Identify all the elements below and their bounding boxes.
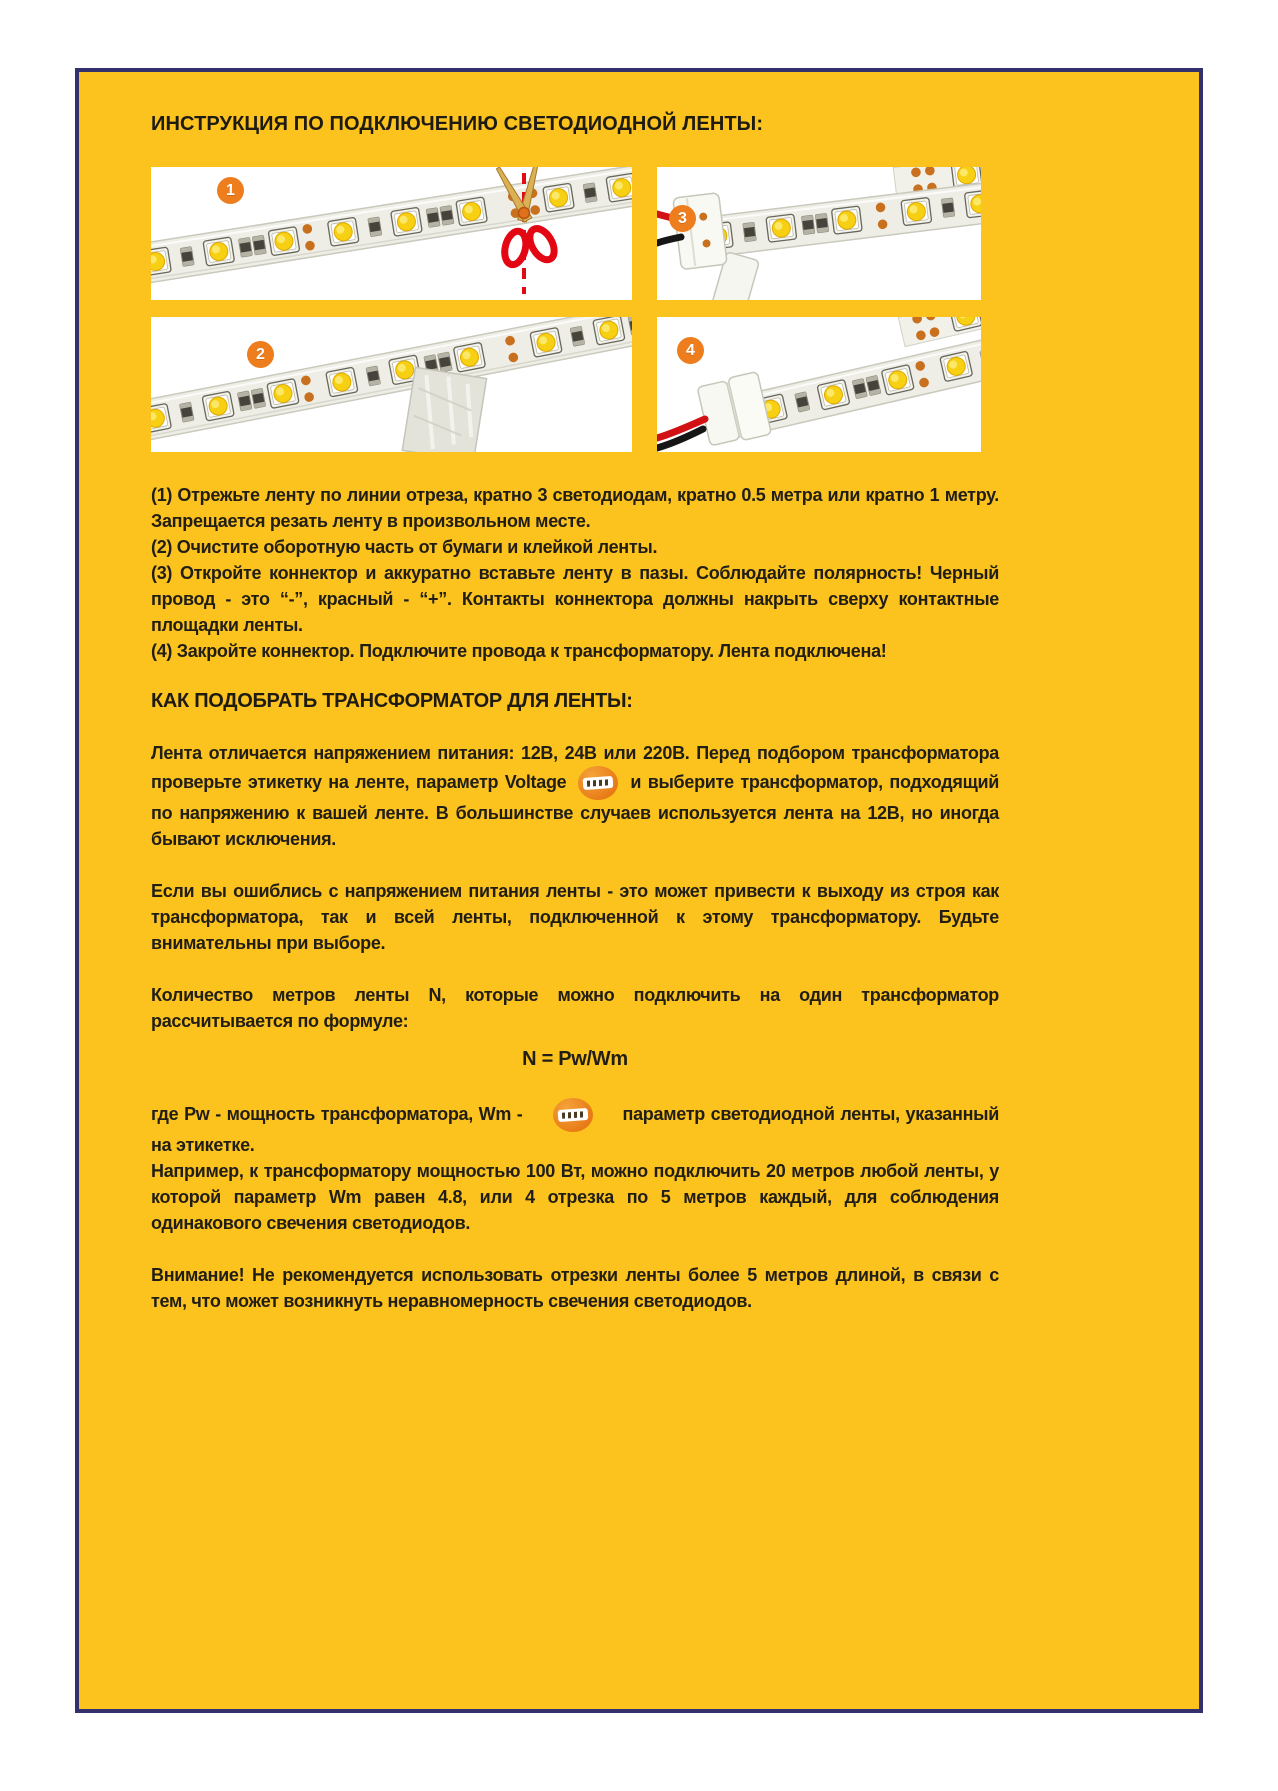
- connector-closed: [697, 372, 772, 448]
- wm-text-before: где Pw - мощность трансформатора, Wm -: [151, 1103, 523, 1124]
- step-3-text: (3) Откройте коннектор и аккуратно вставьте ленту в пазы. Соблюдайте полярность! Черный провод - это “-”, красный - “+”. Контакты коннектора должны накрыть сверху контактные площадки ленты.: [151, 563, 999, 635]
- formula: N = Pw/Wm: [522, 1048, 628, 1070]
- strip-label-icon: [578, 766, 618, 800]
- photo-open-connector: [657, 167, 981, 300]
- black-wire: [657, 237, 681, 243]
- wm-text-after: параметр светодиодной ленты, указанный на этикетке.: [151, 1103, 1000, 1155]
- meters-intro: Количество метров ленты N, которые можно подключить на один трансформатор рассчитывается по формуле:: [151, 985, 999, 1031]
- instruction-sheet: [75, 68, 1203, 1713]
- strip-label-icon: [553, 1098, 593, 1132]
- page-title: ИНСТРУКЦИЯ ПО ПОДКЛЮЧЕНИЮ СВЕТОДИОДНОЙ ЛЕНТЫ:: [151, 113, 764, 135]
- photo-closed-connector: [657, 317, 981, 452]
- voltage-text-before: Лента отличается напряжением питания: 12В, 24В или 220В. Перед подбором трансформатора проверьте этикетку на ленте, параметр Voltage: [151, 743, 999, 792]
- adhesive-backing-tape: [402, 367, 486, 452]
- wrong-voltage-warning: Если вы ошиблись с напряжением питания ленты - это может привести к выходу из строя как трансформатора, так и всей ленты, подключенной к этому трансформатору. Будьте внимательны при выборе.: [151, 881, 999, 953]
- example-paragraph: Например, к трансформатору мощностью 100 Вт, можно подключить 20 метров любой ленты, у которой параметр Wm равен 4.8, или 4 отрезка по 5 метров каждый, для соблюдения одинакового свечения светодиодов.: [151, 1161, 999, 1233]
- step-badge-1: 1: [217, 177, 244, 204]
- led-strip-connector-closed-illustration: [657, 317, 981, 452]
- photo-cut-strip: [151, 167, 632, 300]
- sheet-content: [79, 72, 1199, 1314]
- section-heading: КАК ПОДОБРАТЬ ТРАНСФОРМАТОР ДЛЯ ЛЕНТЫ:: [151, 690, 633, 712]
- photo-peel-backing: [151, 317, 632, 452]
- led-strip-peel-illustration: [151, 317, 632, 452]
- voltage-paragraph: [151, 740, 999, 852]
- photo-grid: [151, 167, 981, 452]
- led-strip-connector-open-illustration: [657, 167, 981, 300]
- step-1-text: (1) Отрежьте ленту по линии отреза, кратно 3 светодиодам, кратно 0.5 метра или кратно 1 метру. Запрещается резать ленту в произвольном месте.: [151, 485, 999, 531]
- step-badge-4: 4: [677, 337, 704, 364]
- transformer-section: [151, 688, 999, 1314]
- step-badge-3: 3: [669, 205, 696, 232]
- step-badge-2: 2: [247, 341, 274, 368]
- led-strip: [151, 317, 632, 448]
- step-2-text: (2) Очистите оборотную часть от бумаги и клейкой ленты.: [151, 537, 658, 557]
- connection-steps: [151, 482, 999, 664]
- voltage-text-after: и выберите трансформатор, подходящий по напряжению к вашей ленте. В большинстве случаев используется лента на 12В, но иногда бывают исключения.: [151, 771, 999, 849]
- attention-paragraph: Внимание! Не рекомендуется использовать отрезки ленты более 5 метров длиной, в связи с тем, что может возникнуть неравномерность свечения светодиодов.: [151, 1265, 999, 1311]
- step-4-text: (4) Закройте коннектор. Подключите провода к трансформатору. Лента подключена!: [151, 641, 887, 661]
- background-strip: [898, 317, 981, 347]
- wm-paragraph: [151, 1098, 999, 1158]
